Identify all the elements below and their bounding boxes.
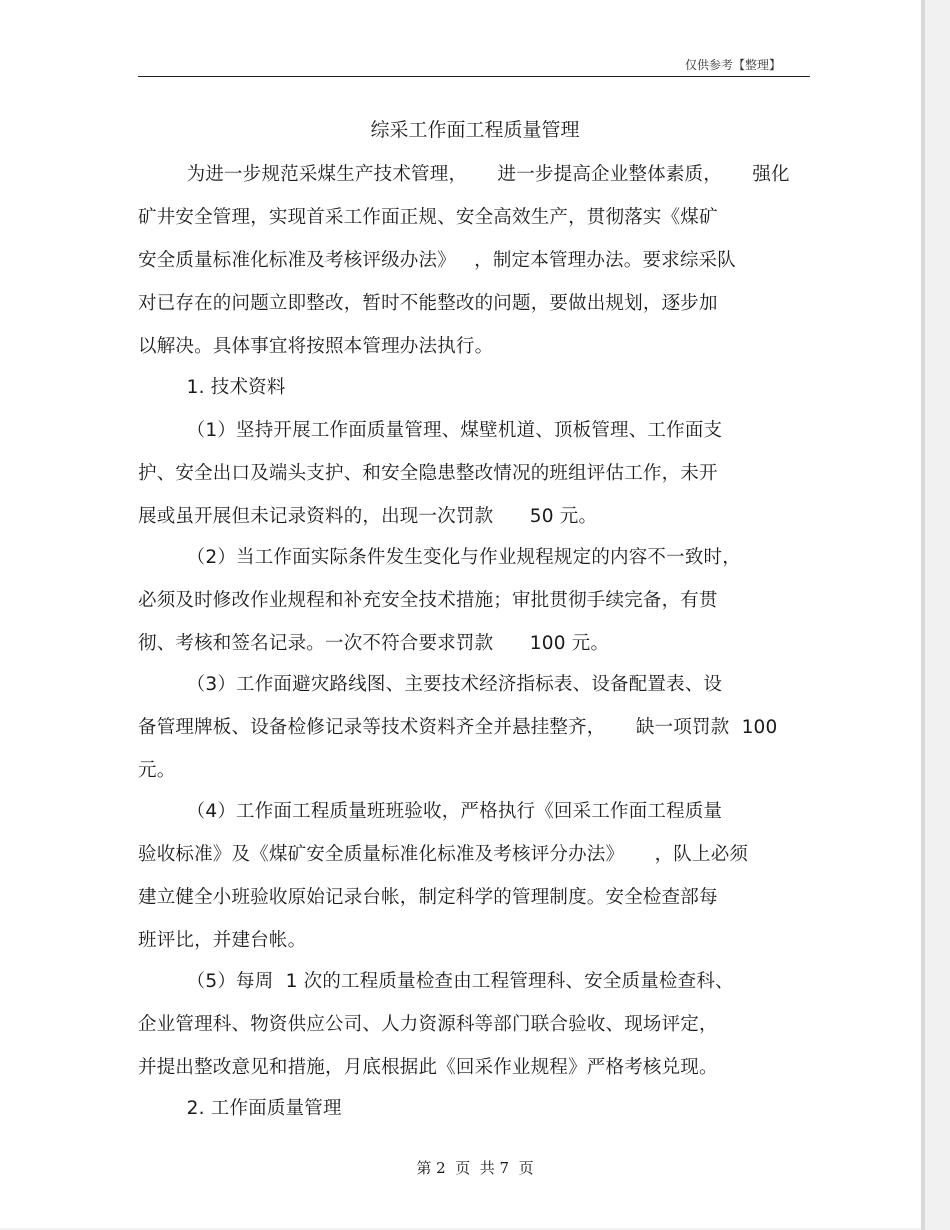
body-line: （5）每周 1 次的工程质量检查由工程管理科、安全质量检查科、 (138, 971, 734, 992)
body-line: 企业管理科、物资供应公司、人力资源科等部门联合验收、现场评定， (138, 1014, 718, 1035)
header-divider (138, 76, 810, 77)
body-line: 班评比，并建台帐。 (138, 930, 307, 951)
section-heading: 2. 工作面质量管理 (138, 1098, 342, 1119)
body-line: 矿井安全管理，实现首采工作面正规、安全高效生产，贯彻落实《煤矿 (138, 207, 718, 228)
body-line: 展或虽开展但未记录资料的，出现一次罚款 50 元。 (138, 506, 598, 527)
body-line: 验收标准》及《煤矿安全质量标准化标准及考核评分办法》 ，队上必须 (138, 844, 749, 865)
body-line: 安全质量标准化标准及考核评级办法》 ，制定本管理办法。要求综采队 (138, 250, 736, 271)
page-number: 第 2 页 共 7 页 (416, 1159, 534, 1177)
body-line: 建立健全小班验收原始记录台帐，制定科学的管理制度。安全检查部每 (138, 887, 718, 908)
body-line: （1）坚持开展工作面质量管理、煤壁机道、顶板管理、工作面支 (138, 420, 723, 441)
page-edge-shadow (921, 0, 925, 1230)
body-line: 护、安全出口及端头支护、和安全隐患整改情况的班组评估工作，未开 (138, 463, 718, 484)
section-heading: 1. 技术资料 (138, 377, 286, 398)
header-note: 仅供参考【整理】 (684, 58, 781, 72)
body-line: 元。 (138, 760, 176, 781)
body-line: 为进一步规范采煤生产技术管理， 进一步提高企业整体素质， 强化 (138, 164, 790, 185)
body-line: 并提出整改意见和措施，月底根据此《回采作业规程》严格考核兑现。 (138, 1057, 718, 1078)
body-line: 备管理牌板、设备检修记录等技术资料齐全并悬挂整齐， 缺一项罚款 100 (138, 717, 778, 738)
body-line: （3）工作面避灾路线图、主要技术经济指标表、设备配置表、设 (138, 674, 723, 695)
body-line: 彻、考核和签名记录。一次不符合要求罚款 100 元。 (138, 633, 610, 654)
body-line: 对已存在的问题立即整改，暂时不能整改的问题，要做出规划，逐步加 (138, 293, 718, 314)
body-line: （4）工作面工程质量班班验收，严格执行《回采工作面工程质量 (138, 801, 723, 822)
body-line: 必须及时修改作业规程和补充安全技术措施；审批贯彻手续完备，有贯 (138, 590, 718, 611)
body-line: 以解决。具体事宜将按照本管理办法执行。 (138, 336, 494, 357)
document-title: 综采工作面工程质量管理 (370, 119, 580, 141)
body-line: （2）当工作面实际条件发生变化与作业规程规定的内容不一致时， (138, 547, 741, 568)
